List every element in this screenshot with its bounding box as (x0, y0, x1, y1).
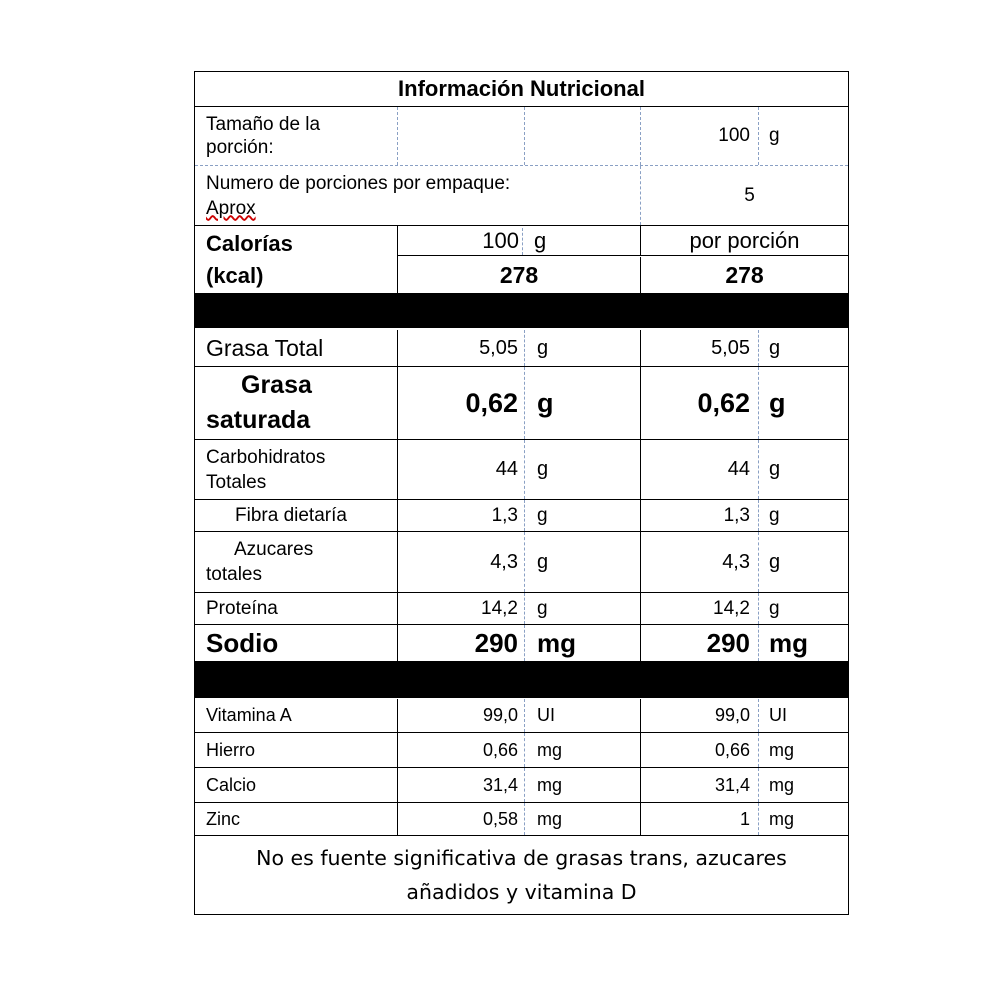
serving-size-label: Tamaño de la porción: (195, 107, 398, 165)
nutrient-label: Grasa Total (195, 330, 398, 366)
nutrient-unit-per-serving: g (769, 387, 786, 418)
nutrient-unit-per-100g: g (525, 440, 641, 499)
nutrient-row-proteina (195, 593, 848, 625)
separator-bar (195, 294, 848, 328)
calories-col1-value: 100 (482, 227, 519, 253)
calories-col2-header: por porción (641, 226, 848, 256)
nutrient-value-per-serving: 4,3 (641, 532, 759, 592)
separator-bar (195, 662, 848, 698)
footer-text: No es fuente significativa de grasas trans, azucares añadidos y vitamina D (256, 846, 787, 904)
nutrient-label: Sodio (195, 625, 398, 661)
vitamin-value-per-serving: 0,66 (641, 733, 759, 767)
nutrient-row-azucares (195, 532, 848, 593)
calories-col2-amount: 278 (725, 261, 764, 288)
nutrient-label: Carbohidratos Totales (195, 440, 398, 499)
nutrient-value-per-100g: 44 (398, 440, 525, 499)
vitamin-unit-per-serving: mg (769, 808, 795, 829)
vitamin-label: Hierro (195, 733, 398, 767)
nutrient-unit-per-serving: g (769, 458, 781, 480)
nutrient-row-sodio (195, 625, 848, 662)
nutrient-unit-per-serving: g (769, 550, 781, 573)
vitamin-value-per-100g: 0,66 (398, 733, 525, 767)
title-row (195, 72, 848, 107)
calories-col1-amount: 278 (398, 257, 641, 293)
nutrient-label: Azucares totales (195, 532, 398, 592)
nutrient-unit-per-100g: mg (525, 625, 641, 661)
nutrient-value-per-100g: 0,62 (398, 367, 525, 439)
serving-size-row (195, 107, 848, 166)
vitamin-unit-per-serving: mg (769, 774, 795, 795)
nutrient-value-per-serving: 1,3 (641, 500, 759, 531)
calories-col1-header (398, 226, 641, 256)
empty-cell (525, 107, 641, 165)
nutrient-value-per-100g: 4,3 (398, 532, 525, 592)
nutrient-label: Grasa saturada (195, 367, 398, 439)
nutrient-unit-per-serving: mg (769, 627, 808, 658)
calories-label: Calorías (kcal) (195, 226, 398, 293)
nutrient-unit-per-100g: g (525, 593, 641, 624)
vitamin-row-hierro (195, 733, 848, 768)
vitamin-value-per-serving: 99,0 (641, 699, 759, 732)
vitamin-unit-per-100g: mg (525, 803, 641, 835)
nutrient-value-per-100g: 1,3 (398, 500, 525, 531)
servings-per-package-value: 5 (744, 184, 755, 206)
nutrient-value-per-serving: 14,2 (641, 593, 759, 624)
vitamin-unit-per-serving: UI (769, 705, 787, 725)
nutrient-unit-per-serving: g (769, 597, 780, 619)
nutrient-label: Fibra dietaría (195, 500, 398, 531)
serving-size-unit: g (769, 125, 780, 146)
vitamin-label: Calcio (195, 768, 398, 802)
vitamin-unit-per-100g: mg (525, 768, 641, 802)
servings-per-package-row (195, 166, 848, 226)
vitamin-row-calcio (195, 768, 848, 803)
nutrient-unit-per-serving: g (769, 504, 780, 526)
nutrient-value-per-100g: 14,2 (398, 593, 525, 624)
nutrient-row-grasa-saturada (195, 367, 848, 440)
nutrient-unit-per-100g: g (525, 500, 641, 531)
nutrient-unit-per-100g: g (525, 367, 641, 439)
nutrient-value-per-serving: 290 (641, 625, 759, 661)
vitamin-value-per-serving: 31,4 (641, 768, 759, 802)
vitamin-value-per-100g: 0,58 (398, 803, 525, 835)
vitamin-label: Vitamina A (195, 699, 398, 732)
empty-cell (398, 107, 525, 165)
vitamin-unit-per-100g: mg (525, 733, 641, 767)
vitamin-unit-per-serving: mg (769, 739, 795, 760)
calories-row (195, 226, 848, 294)
vitamin-value-per-100g: 99,0 (398, 699, 525, 732)
nutrient-unit-per-100g: g (525, 532, 641, 592)
vitamin-row-vitamina-a (195, 699, 848, 733)
servings-per-package-label: Numero de porciones por empaque: Aprox (195, 166, 641, 225)
calories-col1-unit: g (534, 227, 547, 253)
nutrient-value-per-serving: 5,05 (641, 330, 759, 366)
nutrient-row-grasa-total (195, 330, 848, 367)
nutrition-facts-table (194, 71, 849, 915)
nutrient-unit-per-100g: g (525, 330, 641, 366)
vitamin-label: Zinc (195, 803, 398, 835)
nutrient-row-carbohidratos (195, 440, 848, 500)
nutrient-value-per-100g: 5,05 (398, 330, 525, 366)
nutrient-value-per-serving: 0,62 (641, 367, 759, 439)
vitamin-row-zinc (195, 803, 848, 836)
vitamin-value-per-serving: 1 (641, 803, 759, 835)
table-title: Información Nutricional (398, 76, 645, 101)
serving-size-value: 100 (641, 107, 759, 165)
nutrient-row-fibra (195, 500, 848, 532)
vitamin-value-per-100g: 31,4 (398, 768, 525, 802)
nutrient-label: Proteína (195, 593, 398, 624)
vitamin-unit-per-100g: UI (525, 699, 641, 732)
nutrient-value-per-100g: 290 (398, 625, 525, 661)
footer-note (195, 836, 848, 914)
nutrient-value-per-serving: 44 (641, 440, 759, 499)
nutrient-unit-per-serving: g (769, 336, 781, 359)
